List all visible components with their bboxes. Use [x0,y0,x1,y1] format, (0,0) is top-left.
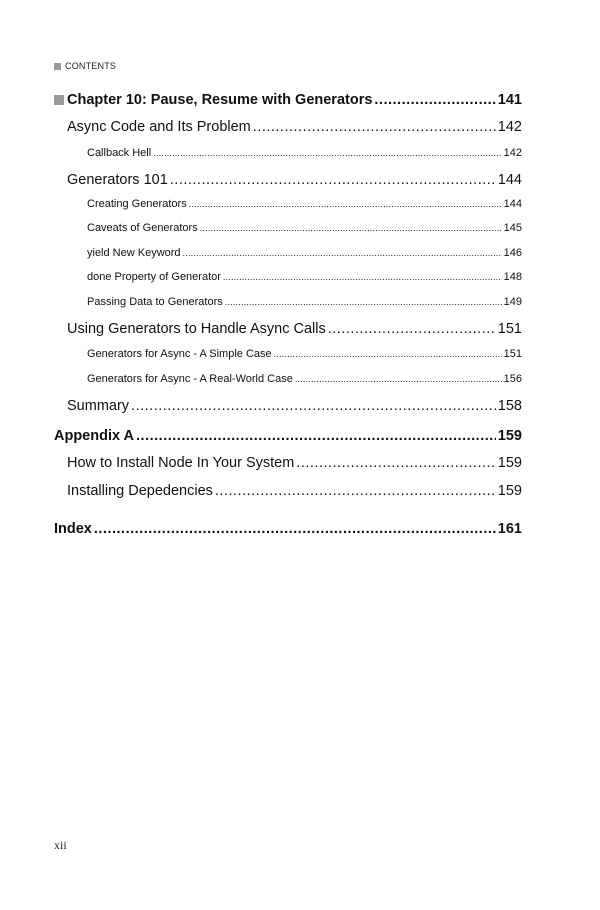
toc-entry-real-world-case[interactable] [87,373,522,385]
dot-leader [374,92,495,108]
toc-entry-title: done Property of Generator [87,271,221,283]
toc-entry-title: Callback Hell [87,147,152,159]
toc-entry-creating-generators[interactable] [87,198,522,210]
toc-entry-async-calls[interactable] [67,321,522,337]
toc-entry-title: Creating Generators [87,198,187,210]
toc-entry-page: 159 [497,483,522,499]
toc-entry-page: 142 [503,147,522,159]
dot-leader [296,455,496,471]
dot-leader [253,119,496,135]
square-bullet-icon [54,95,64,105]
dot-leader [189,199,502,209]
toc-entry-page: 151 [503,348,522,360]
dot-leader [153,148,501,158]
toc-entry-title: Installing Depedencies [67,483,213,499]
toc-entry-title: Generators 101 [67,172,168,188]
toc-entry-title: Generators for Async - A Simple Case [87,348,272,360]
dot-leader [295,374,502,384]
toc-entry-title: Using Generators to Handle Async Calls [67,321,326,337]
toc-entry-yield-keyword[interactable] [87,247,522,259]
page-folio: xii [54,838,67,852]
toc-entry-generators-101[interactable] [67,172,522,188]
toc-entry-index[interactable] [54,521,522,537]
toc-entry-callback-hell[interactable] [87,147,522,159]
toc-entry-chapter-10[interactable] [54,92,522,108]
running-head-label: CONTENTS [65,61,117,71]
dot-leader [183,248,502,258]
toc-entry-passing-data[interactable] [87,296,522,308]
toc-entry-page: 158 [497,398,522,414]
toc-entry-title: Index [54,521,92,537]
toc-entry-title: How to Install Node In Your System [67,455,295,471]
toc-entry-async-code[interactable] [67,119,522,135]
toc-entry-title: Passing Data to Generators [87,296,223,308]
toc-entry-page: 159 [497,428,522,444]
toc-entry-page: 151 [497,321,522,337]
toc-entry-page: 156 [503,373,522,385]
toc-entry-title: Caveats of Generators [87,222,198,234]
toc-entry-appendix-a[interactable] [54,428,522,444]
toc-entry-page: 146 [503,247,522,259]
dot-leader [215,483,496,499]
toc-entry-page: 159 [497,455,522,471]
toc-entry-title: Async Code and Its Problem [67,119,251,135]
toc-entry-simple-case[interactable] [87,348,522,360]
dot-leader [94,521,496,537]
toc-entry-page: 144 [497,172,522,188]
toc-entry-title: Appendix A [54,428,135,444]
toc-entry-title: yield New Keyword [87,247,181,259]
toc-entry-install-node[interactable] [67,455,522,471]
dot-leader [328,321,496,337]
toc-entry-title: Generators for Async - A Real-World Case [87,373,293,385]
toc-entry-page: 145 [503,222,522,234]
toc-entry-installing-dependencies[interactable] [67,483,522,499]
toc-entry-page: 161 [497,521,522,537]
dot-leader [131,398,496,414]
dot-leader [136,428,496,444]
toc-entry-title: Chapter 10: Pause, Resume with Generators [67,92,373,108]
toc-entry-page: 144 [503,198,522,210]
toc-entry-title: Summary [67,398,130,414]
dot-leader [225,297,502,307]
dot-leader [274,349,502,359]
toc-entry-caveats[interactable] [87,222,522,234]
toc-entry-page: 148 [503,271,522,283]
toc-entry-summary[interactable] [67,398,522,414]
dot-leader [200,223,502,233]
toc-entry-page: 141 [497,92,522,108]
toc-entry-done-property[interactable] [87,271,522,283]
dot-leader [170,172,496,188]
toc-entry-page: 142 [497,119,522,135]
toc-entry-page: 149 [503,296,522,308]
dot-leader [223,272,502,282]
